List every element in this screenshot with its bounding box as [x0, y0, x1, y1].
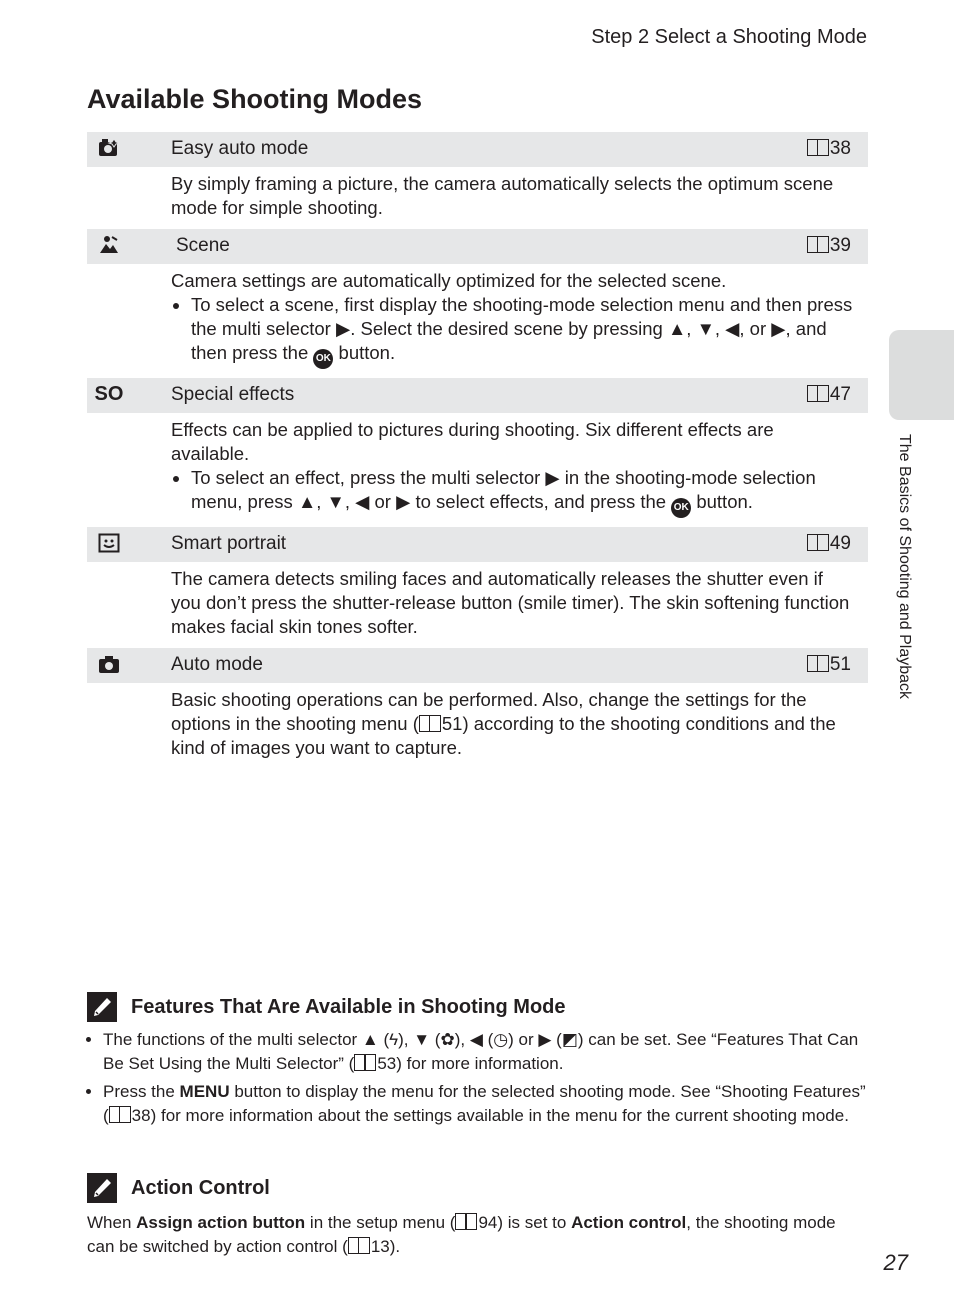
note-bullet: • Press the MENU button to display the menu for the selected shooting mode. See “Shooting Features” ( 38) for more information about the settings available in the menu for the current shooting mode.: [103, 1080, 867, 1128]
book-icon: [354, 1054, 376, 1071]
ok-icon: OK: [313, 349, 333, 369]
down-arrow-icon: ▼: [696, 318, 715, 339]
instruction-bullet: • To select a scene, first display the shooting-mode selection menu and then press the multi selector ▶. Select the desired scene by pressing ▲, ▼, ◀, or ▶, and then press the OK button.: [191, 293, 856, 369]
side-tab: [889, 330, 954, 420]
page-reference: 49: [807, 533, 851, 555]
mode-row-smart-portrait: [87, 527, 868, 562]
left-arrow-icon: ◀: [355, 491, 370, 512]
flash-icon: ϟ: [389, 1030, 399, 1049]
mode-row-easy-auto: [87, 132, 868, 167]
page-title: Available Shooting Modes: [87, 84, 423, 114]
mode-name: Scene: [176, 235, 230, 256]
side-tab-label: The Basics of Shooting and Playback: [896, 434, 913, 700]
right-arrow-icon: ▶: [538, 1030, 552, 1049]
up-arrow-icon: ▲: [667, 318, 687, 339]
scene-icon: [97, 233, 121, 257]
book-icon: [419, 715, 441, 732]
book-icon: [348, 1237, 370, 1254]
page-number: 27: [883, 1250, 908, 1275]
note-title: Features That Are Available in Shooting Mode: [131, 995, 566, 1018]
smart-portrait-icon: [97, 531, 121, 555]
mode-row-special-effects: [87, 378, 868, 413]
special-effects-icon: SO: [94, 382, 124, 405]
mode-row-scene: [87, 229, 868, 264]
right-arrow-icon: ▶: [771, 318, 786, 339]
auto-mode-icon: [97, 652, 121, 676]
book-icon: [455, 1213, 477, 1230]
shooting-modes-table: [87, 132, 868, 769]
menu-button-icon: MENU: [179, 1082, 230, 1101]
pencil-note-icon: [87, 1173, 117, 1203]
page-reference: 47: [807, 384, 851, 406]
book-icon: [807, 655, 829, 672]
mode-name: Special effects: [171, 384, 295, 405]
mode-name: Auto mode: [171, 654, 263, 675]
note-features: [87, 992, 867, 1132]
page-reference: 51: [807, 654, 851, 676]
easy-auto-icon: [97, 136, 121, 160]
mode-description: Camera settings are automatically optimized for the selected scene. • To select a scene, first display the shooting-mode selection menu and then press the multi selector ▶. Select the desired scene by pressing ▲, ▼, ◀, or ▶, and then press the OK button.: [87, 264, 868, 378]
pencil-note-icon: [87, 992, 117, 1022]
book-icon: [807, 385, 829, 402]
page-reference: 39: [807, 235, 851, 257]
mode-name: Easy auto mode: [171, 138, 309, 159]
mode-description: Basic shooting operations can be performed. Also, change the settings for the options in the shooting menu ( 51) according to the shooting conditions and the kind of images you want to capture.: [171, 689, 836, 758]
right-arrow-icon: ▶: [396, 491, 411, 512]
page-header-title: Step 2 Select a Shooting Mode: [591, 26, 867, 48]
mode-row-auto: [87, 648, 868, 683]
mode-description: The camera detects smiling faces and automatically releases the shutter even if you don’t press the shutter-release button (smile timer). The skin softening function makes facial skin tones softer.: [171, 568, 850, 637]
exposure-comp-icon: ◩: [561, 1030, 578, 1049]
self-timer-icon: ◷: [493, 1030, 509, 1049]
right-arrow-icon: ▶: [545, 467, 560, 488]
mode-description: Effects can be applied to pictures during shooting. Six different effects are available. • To select an effect, press the multi selector ▶ in the shooting-mode selection menu, press ▲, ▼, ◀ or ▶ to select effects, and press the OK button.: [87, 413, 868, 527]
mode-name: Smart portrait: [171, 533, 287, 554]
book-icon: [109, 1106, 131, 1123]
up-arrow-icon: ▲: [297, 491, 317, 512]
mode-description: By simply framing a picture, the camera automatically selects the optimum scene mode for simple shooting.: [171, 173, 834, 218]
note-text: When Assign action button in the setup menu ( 94) is set to Action control, the shooting mode can be switched by action control ( 13).: [87, 1213, 836, 1256]
note-action-control: [87, 1173, 867, 1259]
note-title: Action Control: [131, 1176, 270, 1199]
down-arrow-icon: ▼: [326, 491, 345, 512]
right-arrow-icon: ▶: [335, 318, 351, 339]
instruction-bullet: • To select an effect, press the multi selector ▶ in the shooting-mode selection menu, press ▲, ▼, ◀ or ▶ to select effects, and press the OK button.: [191, 466, 856, 518]
left-arrow-icon: ◀: [469, 1030, 483, 1049]
book-icon: [807, 139, 829, 156]
left-arrow-icon: ◀: [725, 318, 740, 339]
page-reference: 38: [807, 138, 851, 160]
macro-icon: ✿: [440, 1030, 455, 1049]
note-bullet: • The functions of the multi selector ▲ (ϟ), ▼ (✿), ◀ (◷) or ▶ (◩) can be set. See “Features That Can Be Set Using the Multi Selector” ( 53) for more information.: [103, 1028, 867, 1076]
ok-icon: OK: [671, 498, 691, 518]
book-icon: [807, 236, 829, 253]
down-arrow-icon: ▼: [413, 1030, 431, 1049]
book-icon: [807, 534, 829, 551]
up-arrow-icon: ▲: [361, 1030, 379, 1049]
